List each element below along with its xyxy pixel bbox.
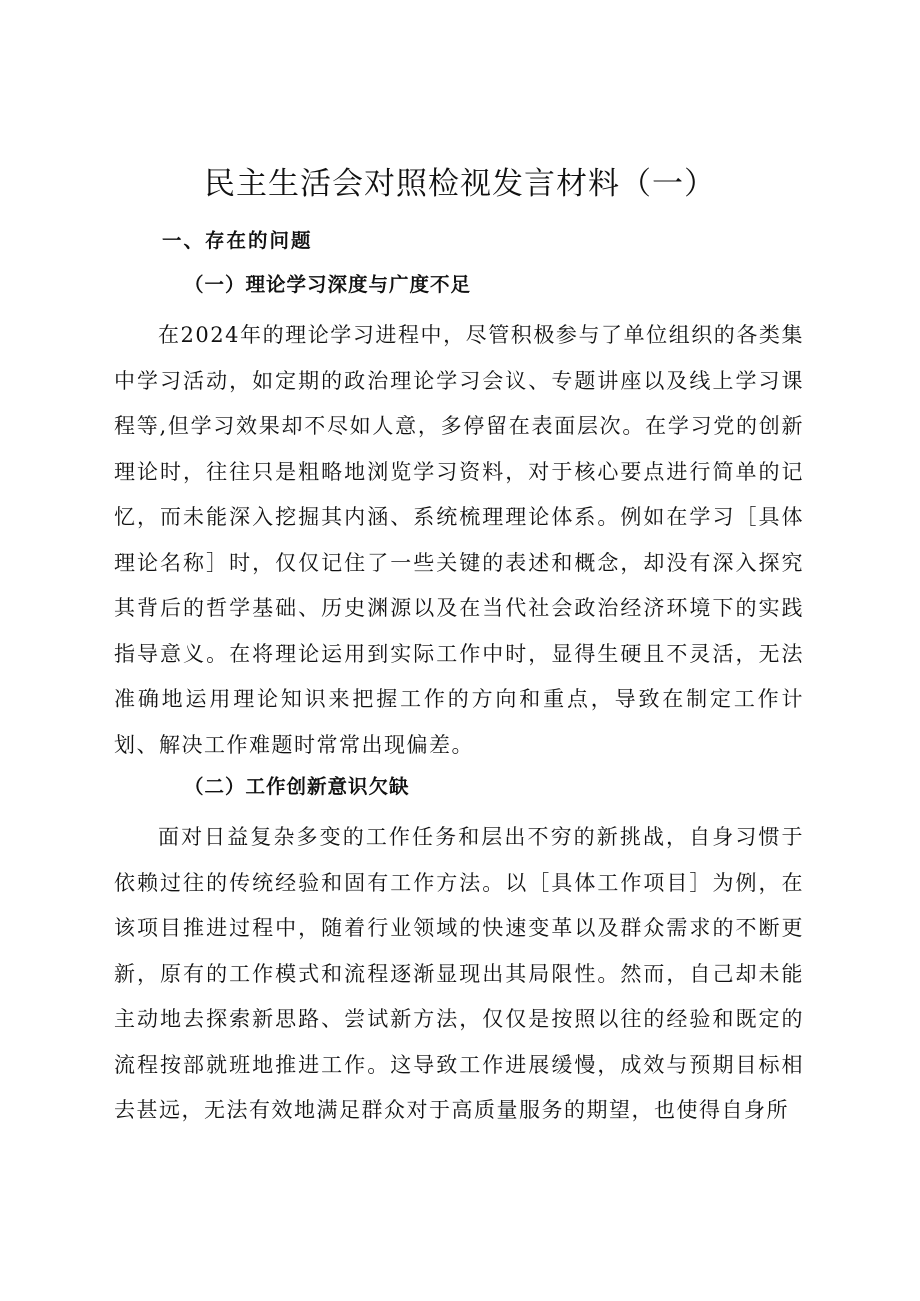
section-heading-problems: 一、存在的问题 bbox=[162, 229, 313, 252]
paragraph-theory-study: 在2024年的理论学习进程中，尽管积极参与了单位组织的各类集中学习活动，如定期的政治理论学习会议、专题讲座以及线上学习课程等,但学习效果却不尽如人意，多停留在表面层次。在学习党的创新理论时，往往只是粗略地浏览学习资料，对于核心要点进行简单的记忆，而未能深入挖掘其内涵、系统梳理理论体系。例如在学习［具体理论名称］时，仅仅记住了一些关键的表述和概念，却没有深入探究其背后的哲学基础、历史渊源以及在当代社会政治经济环境下的实践指导意义。在将理论运用到实际工作中时，显得生硬且不灵活，无法准确地运用理论知识来把握工作的方向和重点，导致在制定工作计划、解决工作难题时常常出现偏差。 bbox=[114, 323, 804, 757]
document-title: 民主生活会对照检视发言材料（一） bbox=[204, 166, 716, 202]
subsection-heading-innovation: （二）工作创新意识欠缺 bbox=[184, 775, 410, 798]
subsection-heading-theory-study: （一）理论学习深度与广度不足 bbox=[184, 273, 472, 296]
paragraph-innovation: 面对日益复杂多变的工作任务和层出不穷的新挑战，自身习惯于依赖过往的传统经验和固有工作方法。以［具体工作项目］为例，在该项目推进过程中，随着行业领域的快速变革以及群众需求的不断更新，原有的工作模式和流程逐渐显现出其局限性。然而，自己却未能主动地去探索新思路、尝试新方法，仅仅是按照以往的经验和既定的流程按部就班地推进工作。这导致工作进展缓慢，成效与预期目标相去甚远，无法有效地满足群众对于高质量服务的期望，也使得自身所 bbox=[114, 825, 804, 1122]
